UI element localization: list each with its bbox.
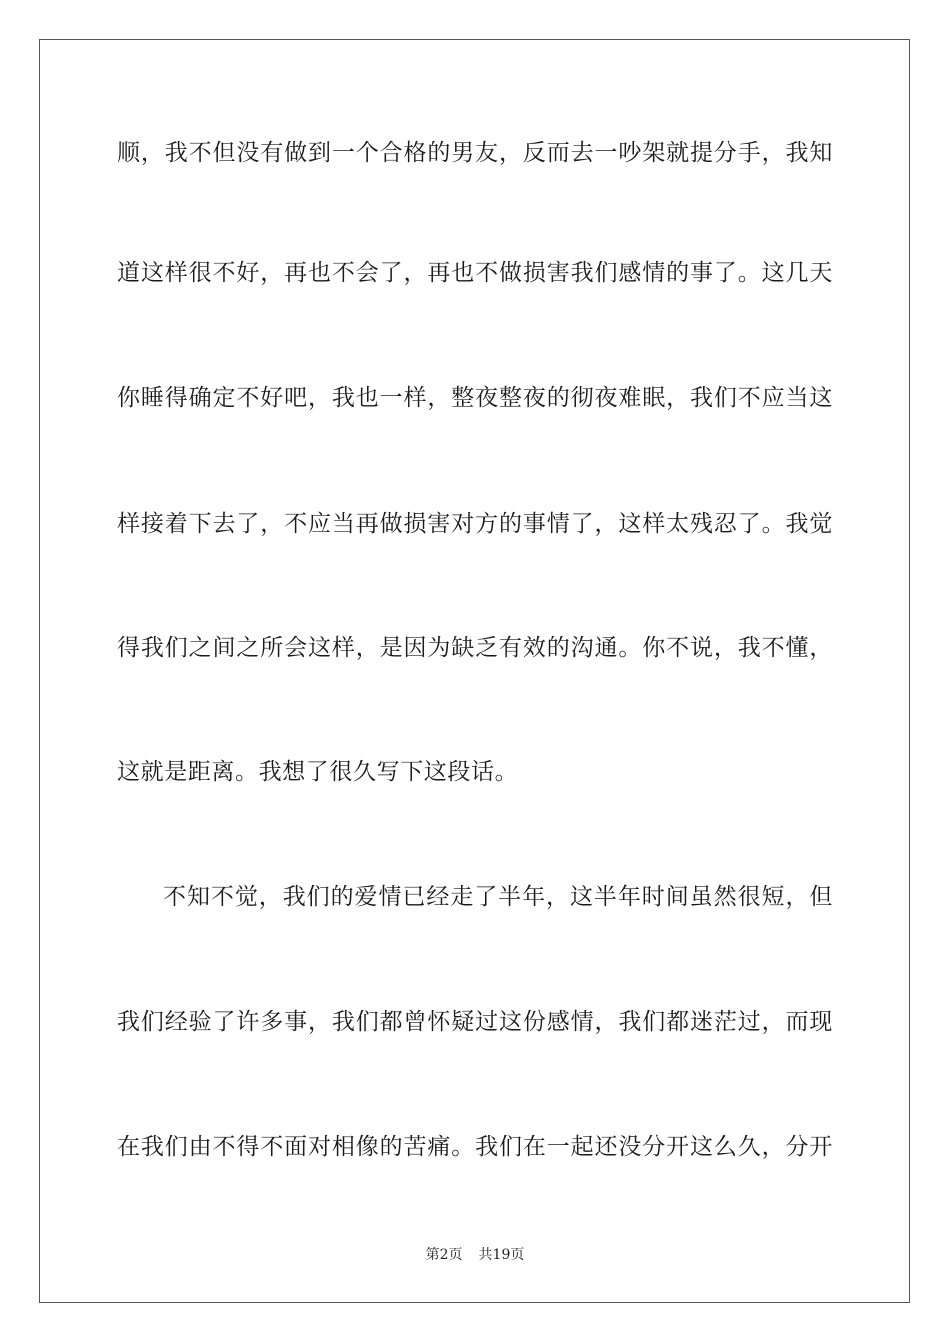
text-line: 你睡得确定不好吧，我也一样，整夜整夜的彻夜难眠，我们不应当这 — [117, 385, 833, 411]
page-footer — [0, 1246, 950, 1264]
text-line: 得我们之间之所会这样，是因为缺乏有效的沟通。你不说，我不懂， — [117, 635, 833, 661]
page-border — [39, 39, 910, 1303]
text-line: 我们经验了许多事，我们都曾怀疑过这份感情，我们都迷茫过，而现 — [117, 1009, 833, 1035]
text-line: 顺，我不但没有做到一个合格的男友，反而去一吵架就提分手，我知 — [117, 140, 833, 166]
text-line: 道这样很不好，再也不会了，再也不做损害我们感情的事了。这几天 — [117, 260, 833, 286]
page-number: 第2页 — [425, 1247, 463, 1263]
text-line: 在我们由不得不面对相像的苦痛。我们在一起还没分开这么久，分开 — [117, 1134, 833, 1160]
text-line-paragraph-start: 不知不觉，我们的爱情已经走了半年，这半年时间虽然很短，但 — [163, 884, 833, 910]
page-total: 共19页 — [478, 1247, 525, 1263]
text-line: 样接着下去了，不应当再做损害对方的事情了，这样太残忍了。我觉 — [117, 511, 833, 537]
text-line-paragraph-end: 这就是距离。我想了很久写下这段话。 — [117, 759, 519, 785]
